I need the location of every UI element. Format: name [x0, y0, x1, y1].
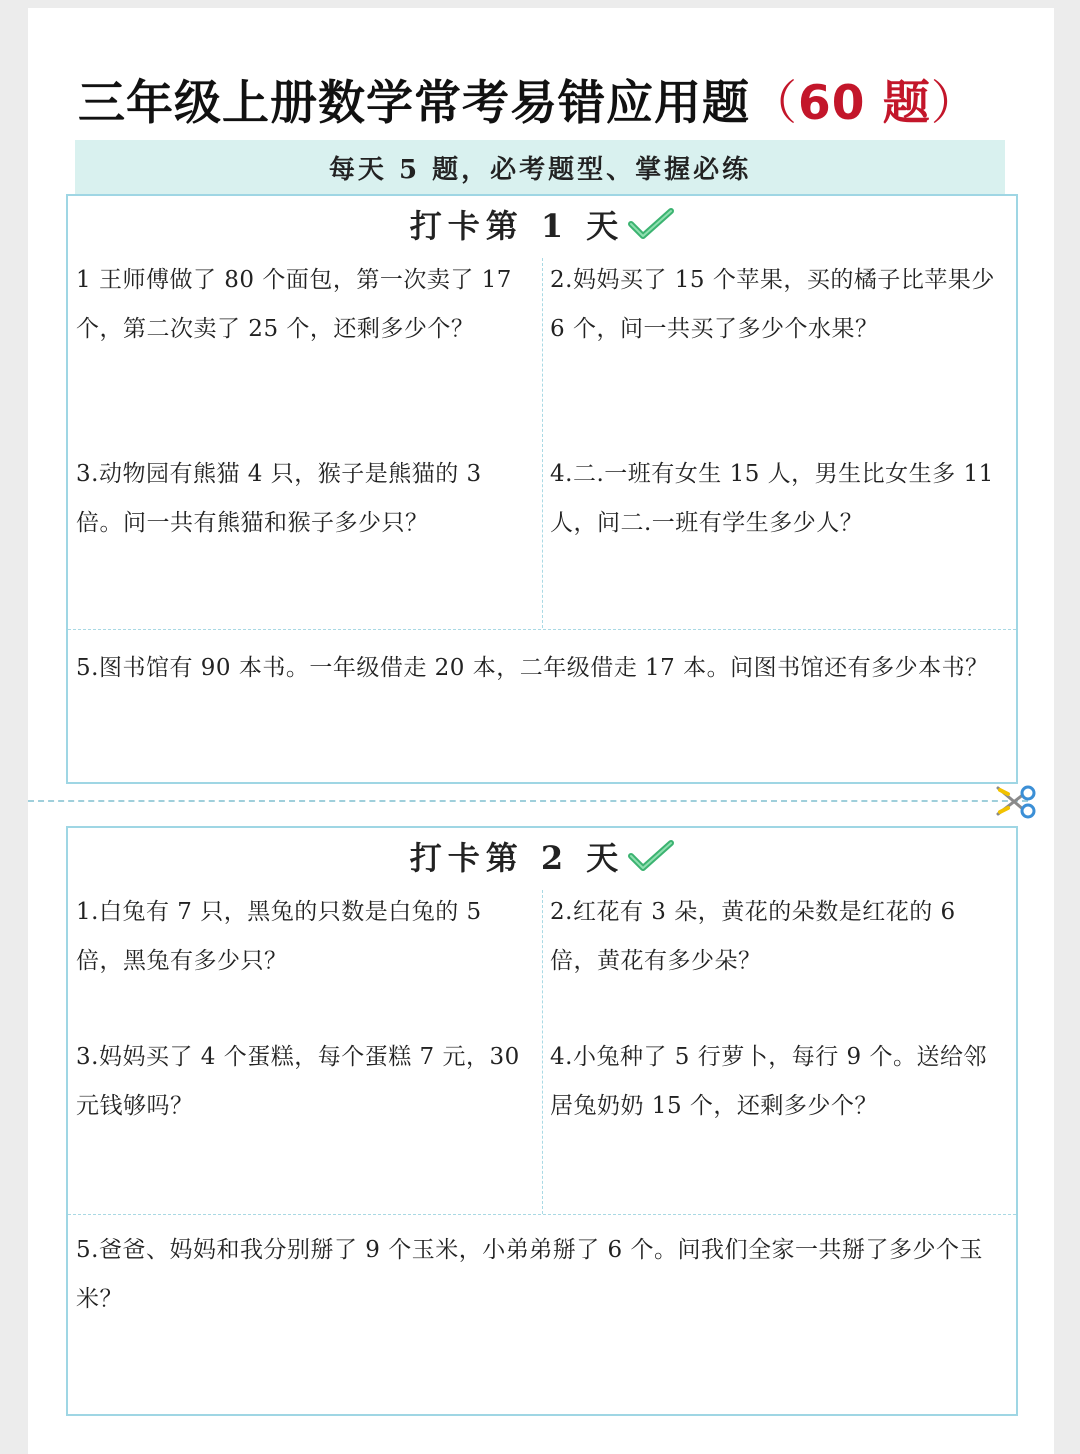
worksheet-page — [28, 8, 1054, 1454]
question-2: 2.妈妈买了 15 个苹果，买的橘子比苹果少 6 个，问一共买了多少个水果？ — [550, 267, 995, 342]
title-main: 三年级上册数学常考易错应用题 — [78, 76, 750, 131]
day-2-title-text: 打卡第 2 天 — [409, 839, 625, 877]
check-icon — [628, 207, 674, 241]
question-4: 4.小兔种了 5 行萝卜，每行 9 个。送给邻居兔奶奶 15 个，还剩多少个？ — [550, 1044, 987, 1119]
subtitle-banner: 每天 5 题，必考题型、掌握必练 — [75, 140, 1005, 200]
check-icon — [628, 839, 674, 873]
column-divider — [542, 258, 543, 628]
question-1: 1.白兔有 7 只，黑兔的只数是白兔的 5 倍，黑兔有多少只？ — [76, 899, 482, 974]
page-title — [78, 66, 1038, 133]
day-1-card — [66, 194, 1018, 784]
row-divider — [68, 1214, 1016, 1215]
question-5: 5.爸爸、妈妈和我分别掰了 9 个玉米，小弟弟掰了 6 个。问我们全家一共掰了多少个玉米？ — [76, 1237, 983, 1312]
day-1-title-text: 打卡第 1 天 — [409, 207, 625, 245]
cut-line — [28, 800, 1028, 802]
title-close-paren: ） — [930, 76, 979, 131]
column-divider — [542, 890, 543, 1214]
day-2-card — [66, 826, 1018, 1416]
day-2-title — [68, 836, 1016, 880]
day-1-title — [68, 204, 1016, 248]
title-open-paren: （ — [750, 76, 798, 131]
question-1: 1 王师傅做了 80 个面包，第一次卖了 17 个，第二次卖了 25 个，还剩多少个？ — [76, 267, 512, 342]
question-4: 4.二.一班有女生 15 人，男生比女生多 11 人，问二.一班有学生多少人？ — [550, 461, 994, 536]
question-2: 2.红花有 3 朵，黄花的朵数是红花的 6 倍，黄花有多少朵？ — [550, 899, 956, 974]
question-3: 3.动物园有熊猫 4 只，猴子是熊猫的 3 倍。问一共有熊猫和猴子多少只？ — [76, 461, 482, 536]
question-5: 5.图书馆有 90 本书。一年级借走 20 本，二年级借走 17 本。问图书馆还有多少本书？ — [76, 655, 989, 681]
row-divider — [68, 629, 1016, 630]
scissors-icon — [994, 784, 1038, 820]
question-3: 3.妈妈买了 4 个蛋糕，每个蛋糕 7 元，30 元钱够吗？ — [76, 1044, 520, 1119]
title-count: 60 题 — [798, 76, 931, 131]
